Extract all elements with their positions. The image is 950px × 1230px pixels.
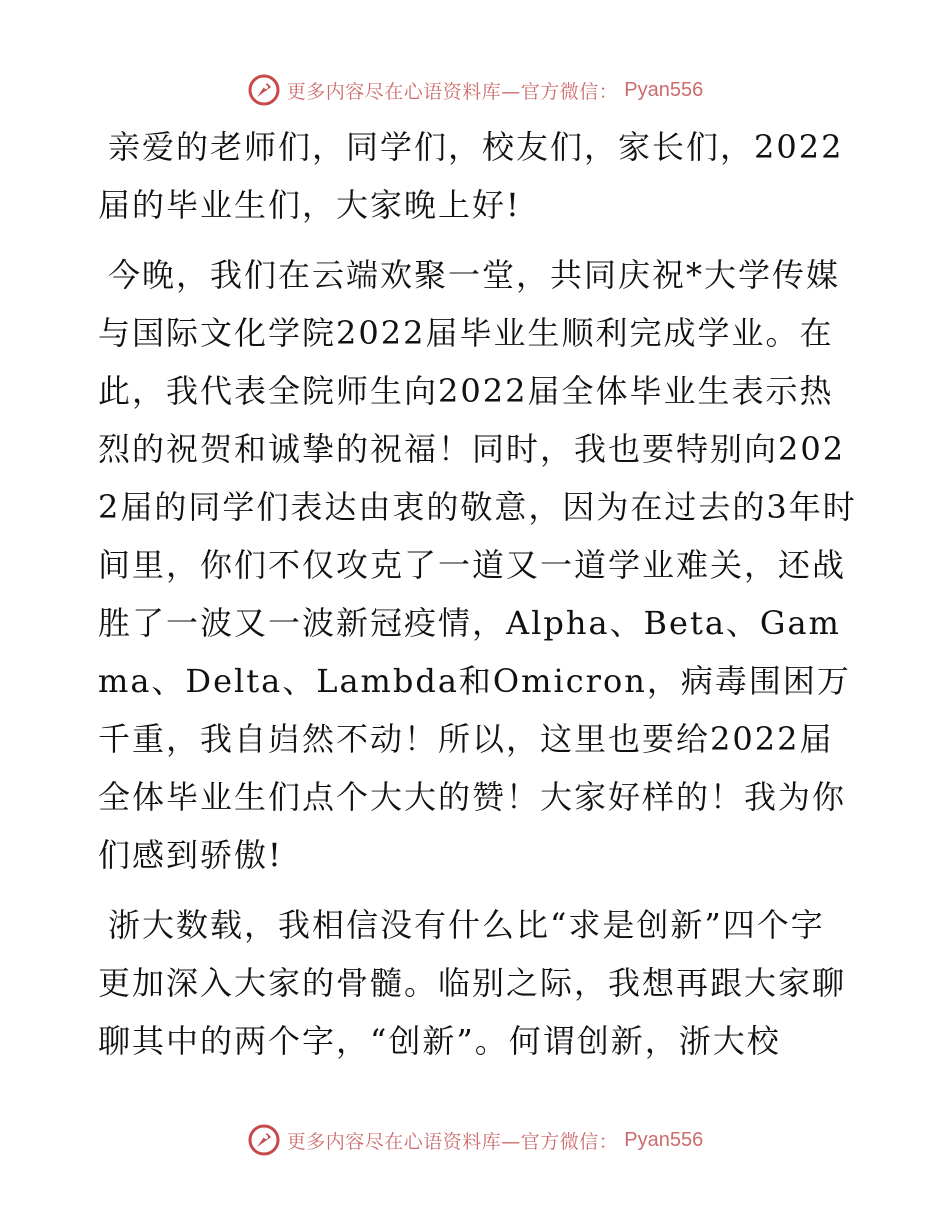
watermark-header xyxy=(0,70,950,110)
paragraph-celebration: 今晚，我们在云端欢聚一堂，共同庆祝*大学传媒与国际文化学院2022届毕业生顺利完成学业。在此，我代表全院师生向2022届全体毕业生表示热烈的祝贺和诚挚的祝福！同时，我也要特别向2022届的同学们表达由衷的敬意，因为在过去的3年时间里，你们不仅攻克了一道又一道学业难关，还战胜了一波又一波新冠疫情，Alpha、Beta、Gamma、Delta、Lambda和Omicron，病毒围困万千重，我自岿然不动！所以，这里也要给2022届全体毕业生们点个大大的赞！大家好样的！我为你们感到骄傲! xyxy=(98,256,857,874)
paragraph-greeting: 亲爱的老师们，同学们，校友们，家长们，2022届的毕业生们，大家晚上好! xyxy=(98,128,844,224)
document-body xyxy=(98,118,858,1082)
watermark-wechat-id: Pyan556 xyxy=(624,1128,704,1151)
watermark-text: 更多内容尽在心语资料库—官方微信： xyxy=(286,1130,619,1153)
watermark-text: 更多内容尽在心语资料库—官方微信： xyxy=(286,80,619,103)
pen-nib-circle-icon xyxy=(247,1123,281,1157)
pen-nib-circle-icon xyxy=(247,73,281,107)
watermark-footer xyxy=(0,1120,950,1160)
paragraph-innovation: 浙大数载，我相信没有什么比“求是创新”四个字更加深入大家的骨髓。临别之际，我想再跟大家聊聊其中的两个字，“创新”。何谓创新，浙大校 xyxy=(98,906,847,1060)
watermark-wechat-id: Pyan556 xyxy=(624,78,704,101)
